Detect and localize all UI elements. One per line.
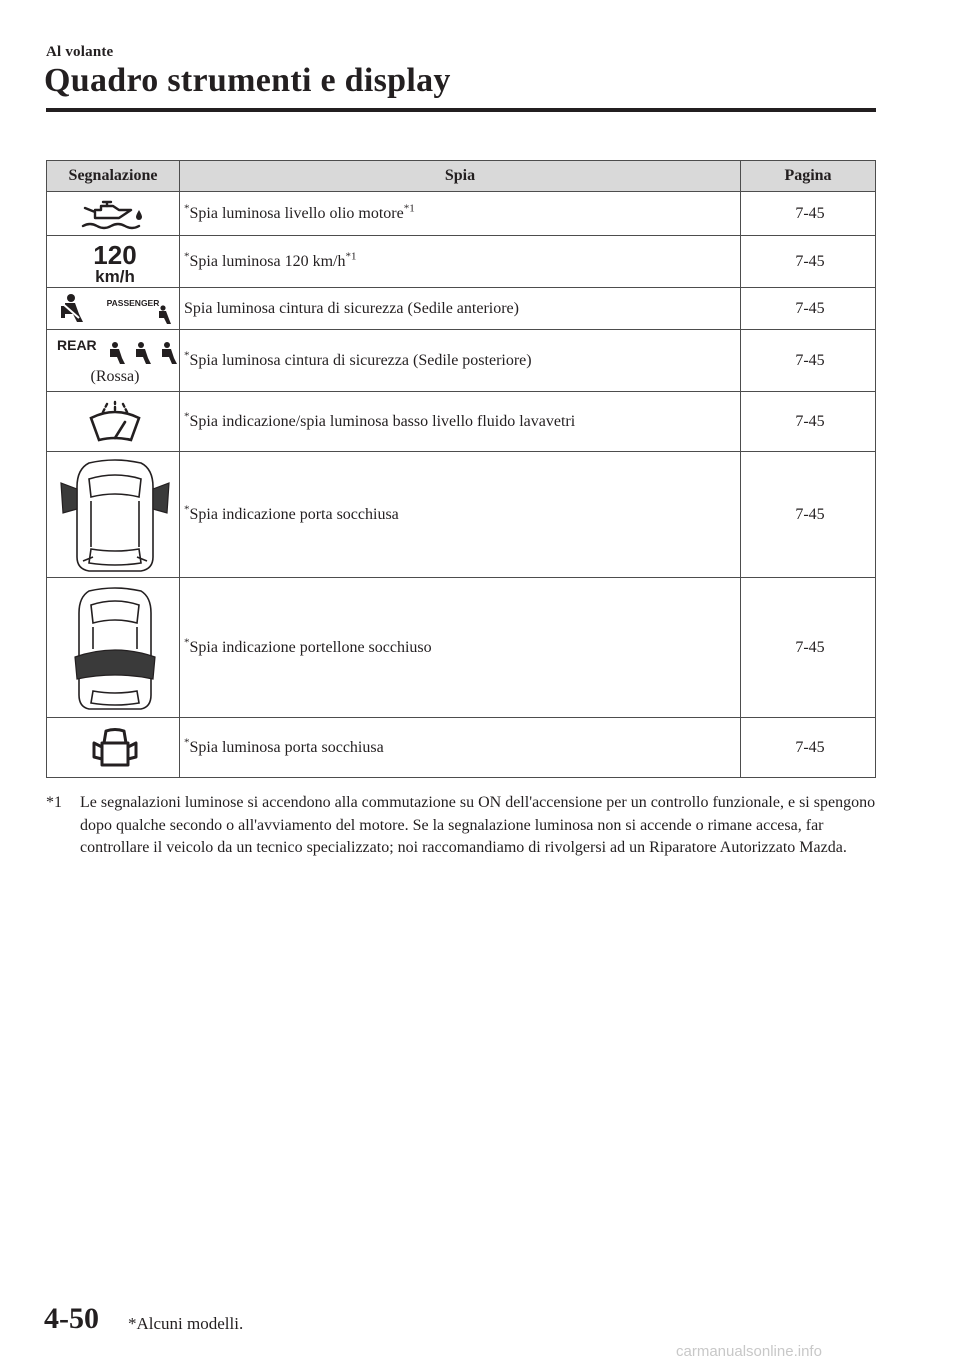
page-title: Quadro strumenti e display [44,62,451,99]
page-reference: 7-45 [741,192,876,236]
washer-fluid-icon [47,392,180,452]
light-description: *Spia indicazione/spia luminosa basso livello fluido lavavetri [180,392,741,452]
oil-level-icon [47,192,180,236]
door-ajar-car-icon [47,452,180,578]
door-ajar-icon [47,718,180,778]
watermark: carmanualsonline.info [676,1343,822,1360]
speed-120-icon [47,236,180,288]
svg-text:120: 120 [93,239,137,270]
table-row [47,192,876,236]
footer-note: *Alcuni modelli. [128,1314,244,1333]
light-description: *Spia indicazione porta socchiusa [180,452,741,578]
page-reference: 7-45 [741,392,876,452]
light-description: *Spia luminosa 120 $km/h^{*1}$ [180,236,741,288]
light-description: *Spia luminosa livello olio motore$^{*1}$ [180,192,741,236]
page-number: 4-50 [44,1302,99,1335]
liftgate-ajar-car-icon [47,578,180,718]
table-row [47,330,876,392]
title-rule [46,108,876,112]
page-reference: 7-45 [741,452,876,578]
footnote-text: Le segnalazioni luminose si accendono alla commutazione su ON dell'accensione per un controllo funzionale, e si spengono dopo qualche secondo o all'avviamento del motore. Se la segnalazione luminosa non si accende o rimane accesa, far controllare il veicolo da un tecnico specializzato; noi raccomandiamo di rivolgersi ad un Riparatore Autorizzato Mazda. [80,794,876,856]
footnote [46,792,876,860]
light-description: *Spia indicazione portellone socchiuso [180,578,741,718]
svg-text:km/h: km/h [95,266,135,284]
header-page: Pagina [741,161,876,192]
header-light: Spia [180,161,741,192]
page-reference: 7-45 [741,330,876,392]
table-row [47,718,876,778]
svg-text:PASSENGER: PASSENGER [106,297,160,308]
light-description: *Spia luminosa cintura di sicurezza (Sedile posteriore) [180,330,741,392]
section-label: Al volante [46,44,114,60]
icon-caption: (Rossa) [90,367,140,385]
table-header-row [47,161,876,192]
passenger-seatbelt-icon [47,288,180,330]
table-row [47,236,876,288]
svg-text:REAR: REAR [57,336,97,353]
table-row [47,288,876,330]
footnote-mark: *1 [46,794,62,811]
table-row [47,452,876,578]
table-row [47,578,876,718]
warning-lights-table [46,160,876,778]
light-description: *Spia luminosa porta socchiusa [180,718,741,778]
page-reference: 7-45 [741,718,876,778]
table-row [47,392,876,452]
page-reference: 7-45 [741,236,876,288]
light-description: Spia luminosa cintura di sicurezza (Sedile anteriore) [180,288,741,330]
page-reference: 7-45 [741,578,876,718]
header-signal: Segnalazione [47,161,180,192]
rear-seatbelt-icon [47,330,180,392]
page-reference: 7-45 [741,288,876,330]
